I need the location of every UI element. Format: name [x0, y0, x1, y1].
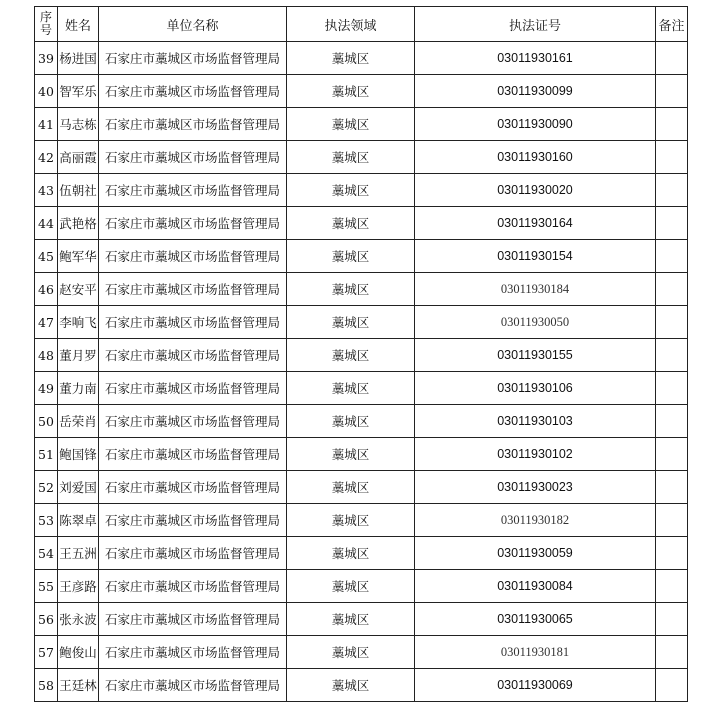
- cell-unit: 石家庄市藁城区市场监督管理局: [99, 42, 287, 75]
- header-unit: 单位名称: [99, 7, 287, 42]
- header-name: 姓名: [58, 7, 99, 42]
- table-header-row: [35, 7, 688, 42]
- cell-remark: [656, 306, 688, 339]
- cell-unit: 石家庄市藁城区市场监督管理局: [99, 438, 287, 471]
- cell-seq: 54: [35, 537, 58, 570]
- cell-cert: 03011930090: [415, 108, 656, 141]
- cell-unit: 石家庄市藁城区市场监督管理局: [99, 273, 287, 306]
- cell-name: 董月罗: [58, 339, 99, 372]
- cell-name: 赵安平: [58, 273, 99, 306]
- cell-name: 王廷林: [58, 669, 99, 702]
- cell-domain: 藁城区: [287, 306, 415, 339]
- cell-name: 王彦路: [58, 570, 99, 603]
- cell-remark: [656, 438, 688, 471]
- table-row: [35, 570, 688, 603]
- table-row: [35, 207, 688, 240]
- cell-name: 岳荣肖: [58, 405, 99, 438]
- cell-domain: 藁城区: [287, 438, 415, 471]
- cell-cert: 03011930106: [415, 372, 656, 405]
- cell-domain: 藁城区: [287, 42, 415, 75]
- cell-remark: [656, 108, 688, 141]
- cell-unit: 石家庄市藁城区市场监督管理局: [99, 471, 287, 504]
- cell-remark: [656, 372, 688, 405]
- cell-domain: 藁城区: [287, 636, 415, 669]
- cell-remark: [656, 603, 688, 636]
- cell-unit: 石家庄市藁城区市场监督管理局: [99, 75, 287, 108]
- table-row: [35, 471, 688, 504]
- cell-remark: [656, 273, 688, 306]
- cell-seq: 50: [35, 405, 58, 438]
- cell-unit: 石家庄市藁城区市场监督管理局: [99, 174, 287, 207]
- cell-seq: 53: [35, 504, 58, 537]
- cell-domain: 藁城区: [287, 75, 415, 108]
- cell-remark: [656, 207, 688, 240]
- cell-seq: 55: [35, 570, 58, 603]
- cell-unit: 石家庄市藁城区市场监督管理局: [99, 405, 287, 438]
- table-row: [35, 537, 688, 570]
- cell-seq: 42: [35, 141, 58, 174]
- cell-seq: 43: [35, 174, 58, 207]
- cell-unit: 石家庄市藁城区市场监督管理局: [99, 537, 287, 570]
- cell-cert: 03011930164: [415, 207, 656, 240]
- table-row: [35, 75, 688, 108]
- table-row: [35, 636, 688, 669]
- cell-seq: 39: [35, 42, 58, 75]
- cell-remark: [656, 504, 688, 537]
- cell-unit: 石家庄市藁城区市场监督管理局: [99, 372, 287, 405]
- table-row: [35, 438, 688, 471]
- cell-remark: [656, 174, 688, 207]
- cell-domain: 藁城区: [287, 372, 415, 405]
- cell-seq: 51: [35, 438, 58, 471]
- cell-cert: 03011930184: [415, 273, 656, 306]
- table-row: [35, 603, 688, 636]
- cell-unit: 石家庄市藁城区市场监督管理局: [99, 636, 287, 669]
- cell-remark: [656, 537, 688, 570]
- cell-unit: 石家庄市藁城区市场监督管理局: [99, 669, 287, 702]
- cell-unit: 石家庄市藁城区市场监督管理局: [99, 504, 287, 537]
- cell-remark: [656, 669, 688, 702]
- cell-remark: [656, 636, 688, 669]
- cell-domain: 藁城区: [287, 669, 415, 702]
- cell-remark: [656, 570, 688, 603]
- cell-domain: 藁城区: [287, 504, 415, 537]
- cell-name: 李响飞: [58, 306, 99, 339]
- cell-cert: 03011930102: [415, 438, 656, 471]
- cell-seq: 56: [35, 603, 58, 636]
- table-row: [35, 306, 688, 339]
- cell-unit: 石家庄市藁城区市场监督管理局: [99, 603, 287, 636]
- header-domain: 执法领域: [287, 7, 415, 42]
- cell-cert: 03011930099: [415, 75, 656, 108]
- cell-remark: [656, 471, 688, 504]
- cell-cert: 03011930059: [415, 537, 656, 570]
- cell-domain: 藁城区: [287, 339, 415, 372]
- cell-domain: 藁城区: [287, 141, 415, 174]
- cell-cert: 03011930084: [415, 570, 656, 603]
- cell-cert: 03011930065: [415, 603, 656, 636]
- table-row: [35, 273, 688, 306]
- cell-cert: 03011930069: [415, 669, 656, 702]
- cell-name: 杨进国: [58, 42, 99, 75]
- cell-name: 王五洲: [58, 537, 99, 570]
- cell-name: 鲍国锋: [58, 438, 99, 471]
- header-seq: 序号: [35, 7, 58, 42]
- cell-domain: 藁城区: [287, 570, 415, 603]
- cell-remark: [656, 42, 688, 75]
- cell-cert: 03011930154: [415, 240, 656, 273]
- header-cert: 执法证号: [415, 7, 656, 42]
- table-row: [35, 42, 688, 75]
- cell-cert: 03011930181: [415, 636, 656, 669]
- cell-domain: 藁城区: [287, 108, 415, 141]
- cell-remark: [656, 405, 688, 438]
- cell-name: 陈翠卓: [58, 504, 99, 537]
- cell-seq: 52: [35, 471, 58, 504]
- cell-unit: 石家庄市藁城区市场监督管理局: [99, 570, 287, 603]
- cell-name: 伍朝社: [58, 174, 99, 207]
- cell-cert: 03011930161: [415, 42, 656, 75]
- cell-name: 智军乐: [58, 75, 99, 108]
- cell-cert: 03011930050: [415, 306, 656, 339]
- enforcement-personnel-table: [34, 6, 688, 702]
- cell-cert: 03011930023: [415, 471, 656, 504]
- cell-remark: [656, 75, 688, 108]
- cell-remark: [656, 240, 688, 273]
- cell-domain: 藁城区: [287, 174, 415, 207]
- cell-seq: 48: [35, 339, 58, 372]
- cell-remark: [656, 339, 688, 372]
- table-row: [35, 240, 688, 273]
- cell-domain: 藁城区: [287, 207, 415, 240]
- table-row: [35, 108, 688, 141]
- cell-domain: 藁城区: [287, 603, 415, 636]
- cell-name: 鲍俊山: [58, 636, 99, 669]
- cell-unit: 石家庄市藁城区市场监督管理局: [99, 141, 287, 174]
- table-row: [35, 372, 688, 405]
- table-row: [35, 669, 688, 702]
- cell-name: 刘爱国: [58, 471, 99, 504]
- cell-unit: 石家庄市藁城区市场监督管理局: [99, 108, 287, 141]
- cell-cert: 03011930160: [415, 141, 656, 174]
- cell-unit: 石家庄市藁城区市场监督管理局: [99, 240, 287, 273]
- cell-domain: 藁城区: [287, 405, 415, 438]
- cell-seq: 40: [35, 75, 58, 108]
- cell-name: 马志栋: [58, 108, 99, 141]
- cell-unit: 石家庄市藁城区市场监督管理局: [99, 306, 287, 339]
- cell-name: 张永波: [58, 603, 99, 636]
- cell-seq: 46: [35, 273, 58, 306]
- cell-seq: 45: [35, 240, 58, 273]
- cell-unit: 石家庄市藁城区市场监督管理局: [99, 207, 287, 240]
- header-remark: 备注: [656, 7, 688, 42]
- cell-domain: 藁城区: [287, 273, 415, 306]
- cell-cert: 03011930103: [415, 405, 656, 438]
- cell-name: 高丽霞: [58, 141, 99, 174]
- table-row: [35, 339, 688, 372]
- cell-seq: 41: [35, 108, 58, 141]
- cell-seq: 47: [35, 306, 58, 339]
- cell-seq: 49: [35, 372, 58, 405]
- cell-seq: 44: [35, 207, 58, 240]
- cell-name: 鲍军华: [58, 240, 99, 273]
- table-row: [35, 405, 688, 438]
- cell-remark: [656, 141, 688, 174]
- table-row: [35, 504, 688, 537]
- cell-name: 武艳格: [58, 207, 99, 240]
- cell-cert: 03011930155: [415, 339, 656, 372]
- cell-seq: 58: [35, 669, 58, 702]
- cell-cert: 03011930182: [415, 504, 656, 537]
- cell-seq: 57: [35, 636, 58, 669]
- cell-name: 董力南: [58, 372, 99, 405]
- table-row: [35, 174, 688, 207]
- document-page: [34, 6, 688, 702]
- cell-domain: 藁城区: [287, 471, 415, 504]
- table-row: [35, 141, 688, 174]
- cell-unit: 石家庄市藁城区市场监督管理局: [99, 339, 287, 372]
- cell-domain: 藁城区: [287, 537, 415, 570]
- cell-cert: 03011930020: [415, 174, 656, 207]
- cell-domain: 藁城区: [287, 240, 415, 273]
